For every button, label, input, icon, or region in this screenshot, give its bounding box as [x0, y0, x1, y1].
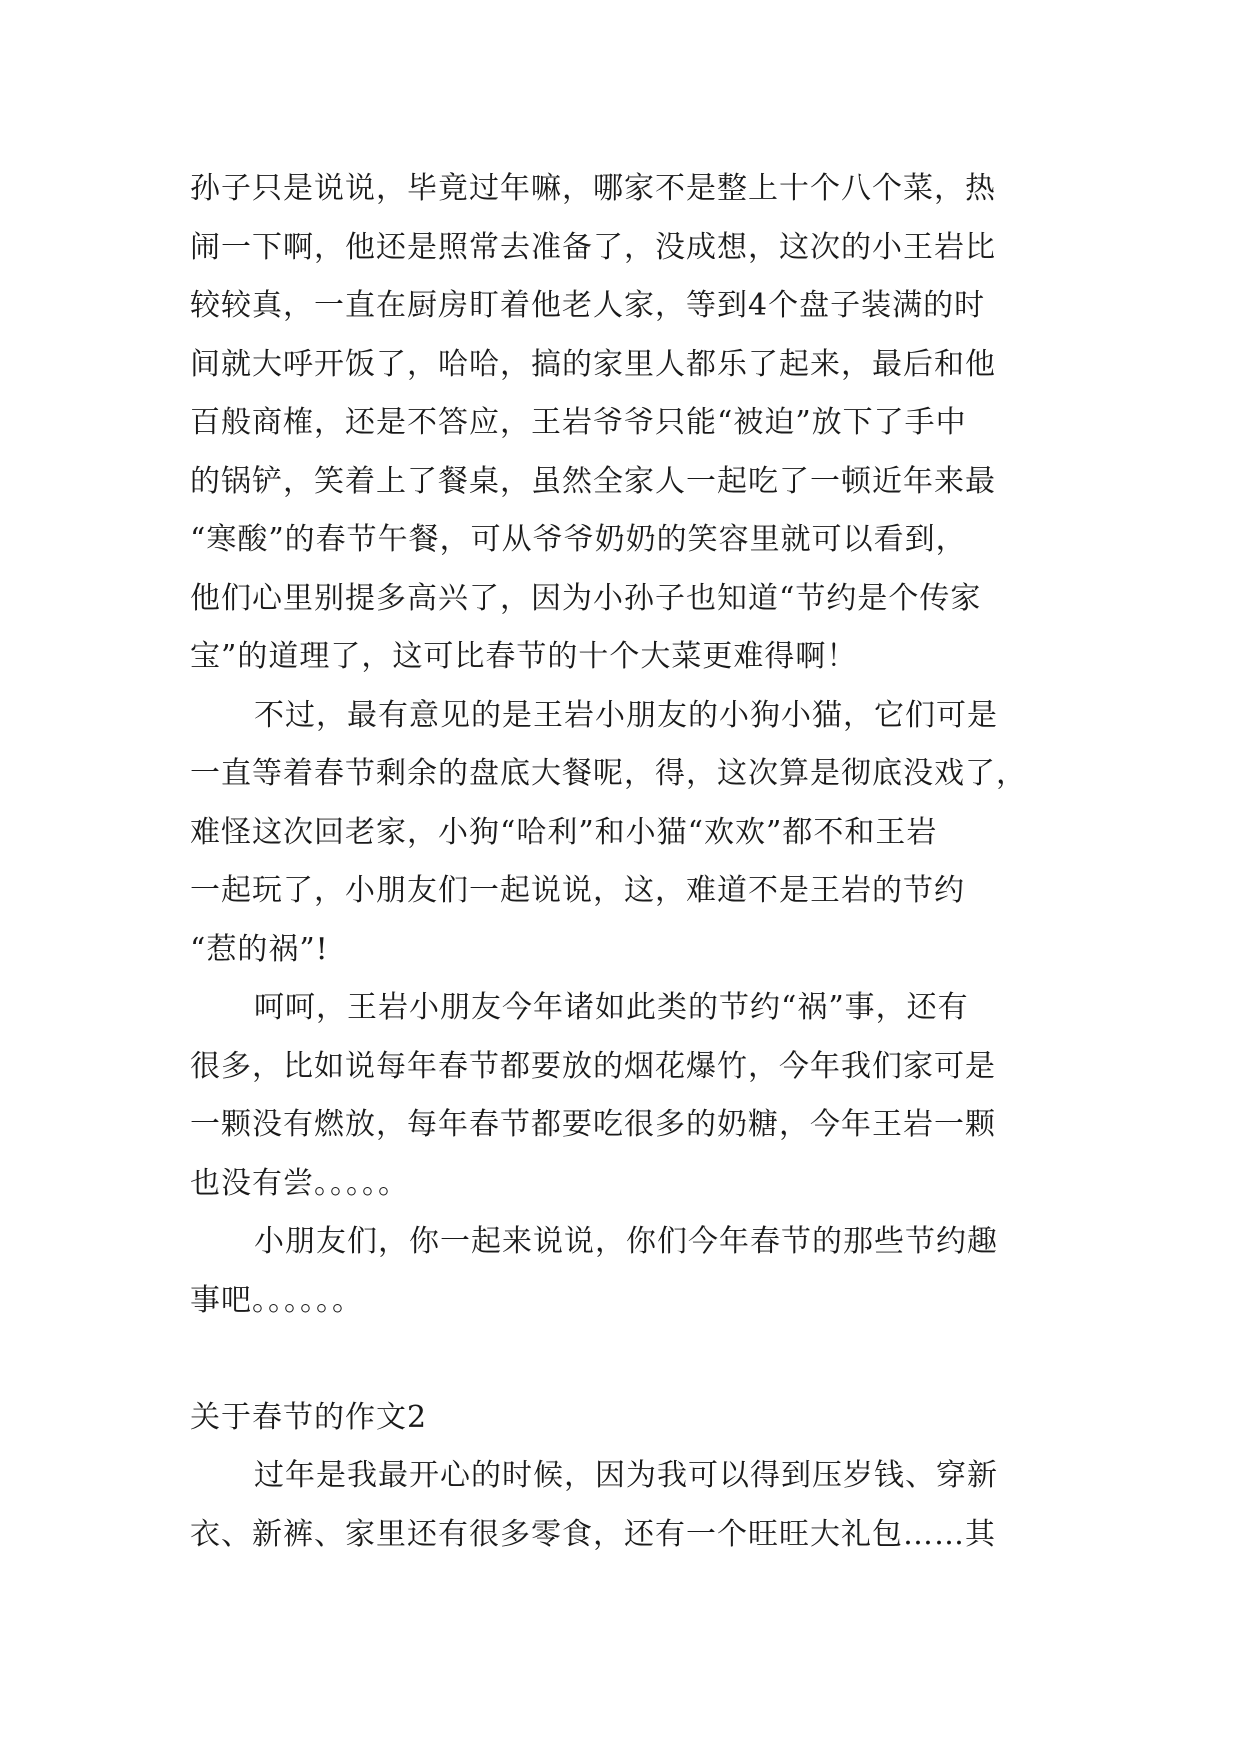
text-line: 的锅铲，笑着上了餐桌，虽然全家人一起吃了一顿近年来最 — [190, 463, 996, 499]
text-line: 一起玩了，小朋友们一起说说，这，难道不是王岩的节约 — [190, 873, 965, 908]
text-line: 一颗没有燃放，每年春节都要吃很多的奶糖，今年王岩一颗 — [190, 1107, 996, 1142]
text-line: “寒酸”的春节午餐，可从爷爷奶奶的笑容里就可以看到， — [190, 522, 967, 557]
text-line: 难怪这次回老家，小狗“哈利”和小猫“欢欢”都不和王岩 — [190, 814, 938, 850]
text-line: 事吧。。。。。。 — [190, 1282, 363, 1318]
paragraph-start-line: 过年是我最开心的时候，因为我可以得到压岁钱、穿新 — [254, 1458, 998, 1493]
text-line: 他们心里别提多高兴了，因为小孙子也知道“节约是个传家 — [190, 580, 982, 616]
text-line: 百般商榷，还是不答应，王岩爷爷只能“被迫”放下了手中 — [190, 405, 967, 440]
text-line: 孙子只是说说，毕竟过年嘛，哪家不是整上十个八个菜，热 — [190, 171, 996, 206]
document-body — [190, 160, 1070, 1564]
text-line: 也没有尝。。。。。 — [190, 1165, 409, 1201]
paragraph-start-line: 呵呵，王岩小朋友今年诸如此类的节约“祸”事，还有 — [254, 990, 969, 1025]
text-line: 闹一下啊，他还是照常去准备了，没成想，这次的小王岩比 — [190, 229, 996, 265]
text-line: 衣、新裤、家里还有很多零食，还有一个旺旺大礼包……其 — [190, 1516, 996, 1552]
text-line: 间就大呼开饭了，哈哈，搞的家里人都乐了起来，最后和他 — [190, 346, 996, 382]
paragraph-start-line: 小朋友们，你一起来说说，你们今年春节的那些节约趣 — [254, 1224, 998, 1259]
text-line: “惹的祸”! — [190, 931, 329, 967]
paragraph-start-line: 不过，最有意见的是王岩小朋友的小狗小猫，它们可是 — [254, 697, 998, 733]
text-line: 很多，比如说每年春节都要放的烟花爆竹，今年我们家可是 — [190, 1048, 996, 1084]
section-heading: 关于春节的作文2 — [190, 1399, 428, 1435]
text-line: 较较真，一直在厨房盯着他老人家，等到4个盘子装满的时 — [190, 288, 986, 323]
text-line: 宝”的道理了，这可比春节的十个大菜更难得啊！ — [190, 639, 858, 674]
text-line: 一直等着春节剩余的盘底大餐呢，得，这次算是彻底没戏了， — [190, 756, 1027, 791]
paragraph-gap — [190, 1330, 1070, 1389]
